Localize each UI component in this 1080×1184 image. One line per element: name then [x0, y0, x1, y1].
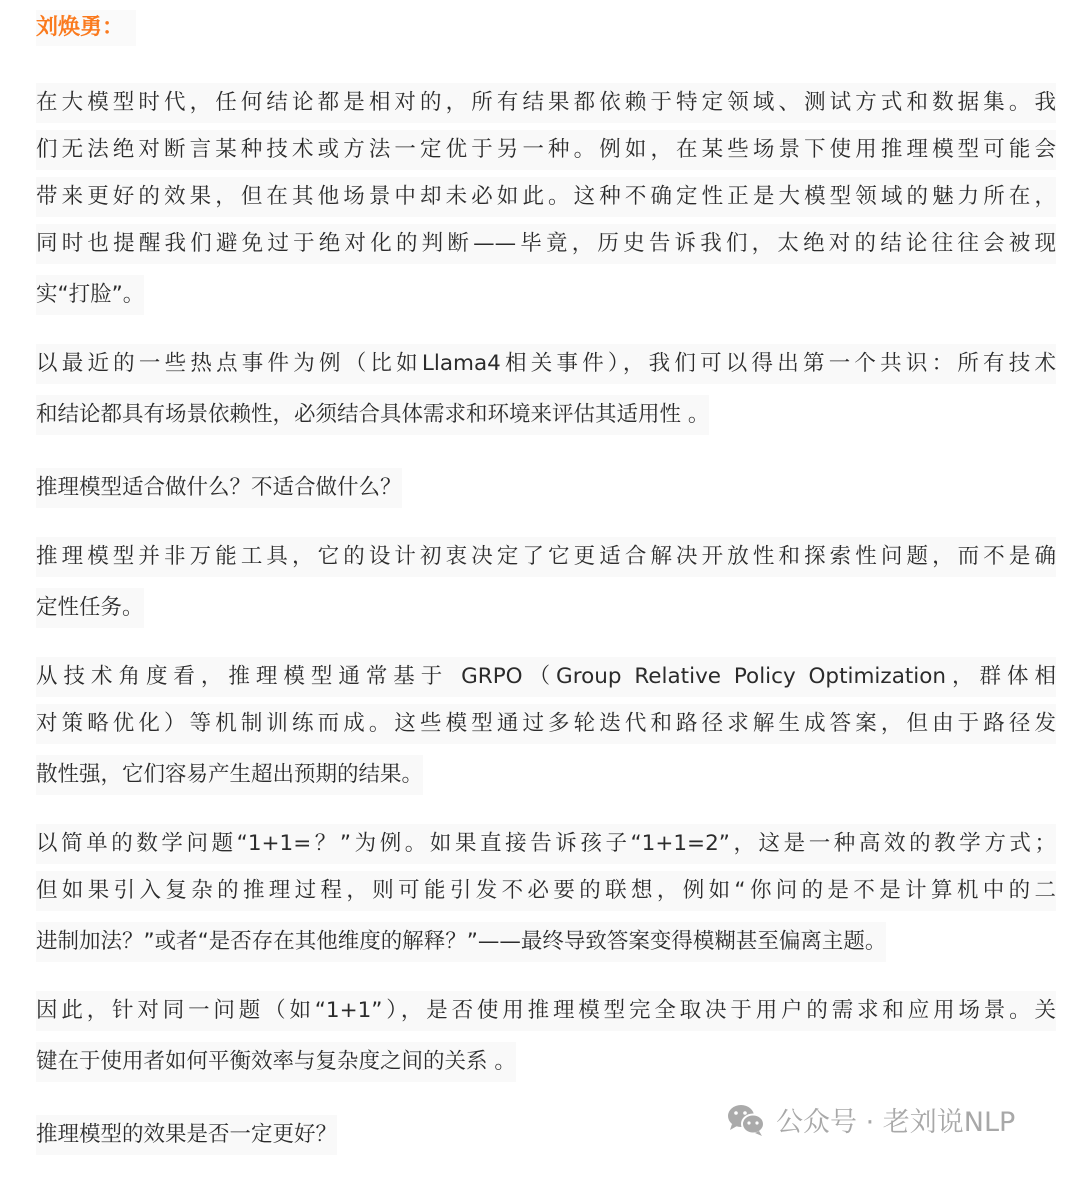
text-line-content: 带来更好的效果，但在其他场景中却未必如此。这种不确定性正是大模型领域的魅力所在， [36, 177, 1056, 217]
paragraph [36, 464, 1056, 511]
text-line [36, 464, 1056, 511]
text-line-content: 键在于使用者如何平衡效率与复杂度之间的关系 。 [36, 1042, 516, 1082]
paragraph [36, 83, 1056, 318]
text-line-content: 以最近的一些热点事件为例（比如Llama4相关事件），我们可以得出第一个共识：所有技术 [36, 344, 1056, 384]
text-line-content: 以简单的数学问题“1+1=？”为例。如果直接告诉孩子“1+1=2”，这是一种高效的教学方式； [36, 824, 1056, 864]
paragraph [36, 344, 1056, 438]
paragraph [36, 991, 1056, 1085]
article-body [36, 83, 1056, 1158]
text-line-content: 和结论都具有场景依赖性，必须结合具体需求和环境来评估其适用性 。 [36, 395, 709, 435]
paragraph [36, 657, 1056, 798]
text-line [36, 391, 1056, 438]
paragraph [36, 824, 1056, 965]
text-line-content: 进制加法？”或者“是否存在其他维度的解释？”——最终导致答案变得模糊甚至偏离主题。 [36, 922, 886, 962]
text-line-content: 因此，针对同一问题（如“1+1”），是否使用推理模型完全取决于用户的需求和应用场景。关 [36, 991, 1056, 1031]
text-line-content: 在大模型时代，任何结论都是相对的，所有结果都依赖于特定领域、测试方式和数据集。我 [36, 83, 1056, 123]
text-line [36, 83, 1056, 130]
text-line [36, 271, 1056, 318]
text-line [36, 537, 1056, 584]
text-line-content: 推理模型并非万能工具，它的设计初衷决定了它更适合解决开放性和探索性问题，而不是确 [36, 537, 1056, 577]
text-line-content: 从技术角度看，推理模型通常基于 GRPO（Group Relative Policy Optimization，群体相 [36, 657, 1056, 697]
article [36, 10, 1056, 1184]
text-line [36, 657, 1056, 704]
text-line [36, 224, 1056, 271]
text-line [36, 1038, 1056, 1085]
speaker-name: 刘焕勇： [36, 10, 136, 46]
text-line [36, 918, 1056, 965]
text-line [36, 751, 1056, 798]
text-line-content: 推理模型适合做什么？不适合做什么？ [36, 468, 402, 508]
text-line-content: 同时也提醒我们避免过于绝对化的判断——毕竟，历史告诉我们，太绝对的结论往往会被现 [36, 224, 1056, 264]
text-line [36, 704, 1056, 751]
text-line [36, 130, 1056, 177]
text-line [36, 344, 1056, 391]
text-line-content: 散性强，它们容易产生超出预期的结果。 [36, 755, 423, 795]
text-line-content: 对策略优化）等机制训练而成。这些模型通过多轮迭代和路径求解生成答案，但由于路径发 [36, 704, 1056, 744]
watermark [726, 1100, 1015, 1139]
paragraph [36, 537, 1056, 631]
text-line-content: 定性任务。 [36, 588, 144, 628]
text-line-content: 推理模型的效果是否一定更好？ [36, 1115, 337, 1155]
text-line [36, 584, 1056, 631]
text-line-content: 们无法绝对断言某种技术或方法一定优于另一种。例如，在某些场景下使用推理模型可能会 [36, 130, 1056, 170]
text-line [36, 871, 1056, 918]
text-line-content: 但如果引入复杂的推理过程，则可能引发不必要的联想，例如“你问的是不是计算机中的二 [36, 871, 1056, 911]
text-line [36, 991, 1056, 1038]
text-line [36, 177, 1056, 224]
wechat-icon [726, 1103, 766, 1137]
watermark-text: 公众号 · 老刘说NLP [776, 1107, 1016, 1138]
text-line-content: 实“打脸”。 [36, 275, 144, 315]
text-line [36, 824, 1056, 871]
